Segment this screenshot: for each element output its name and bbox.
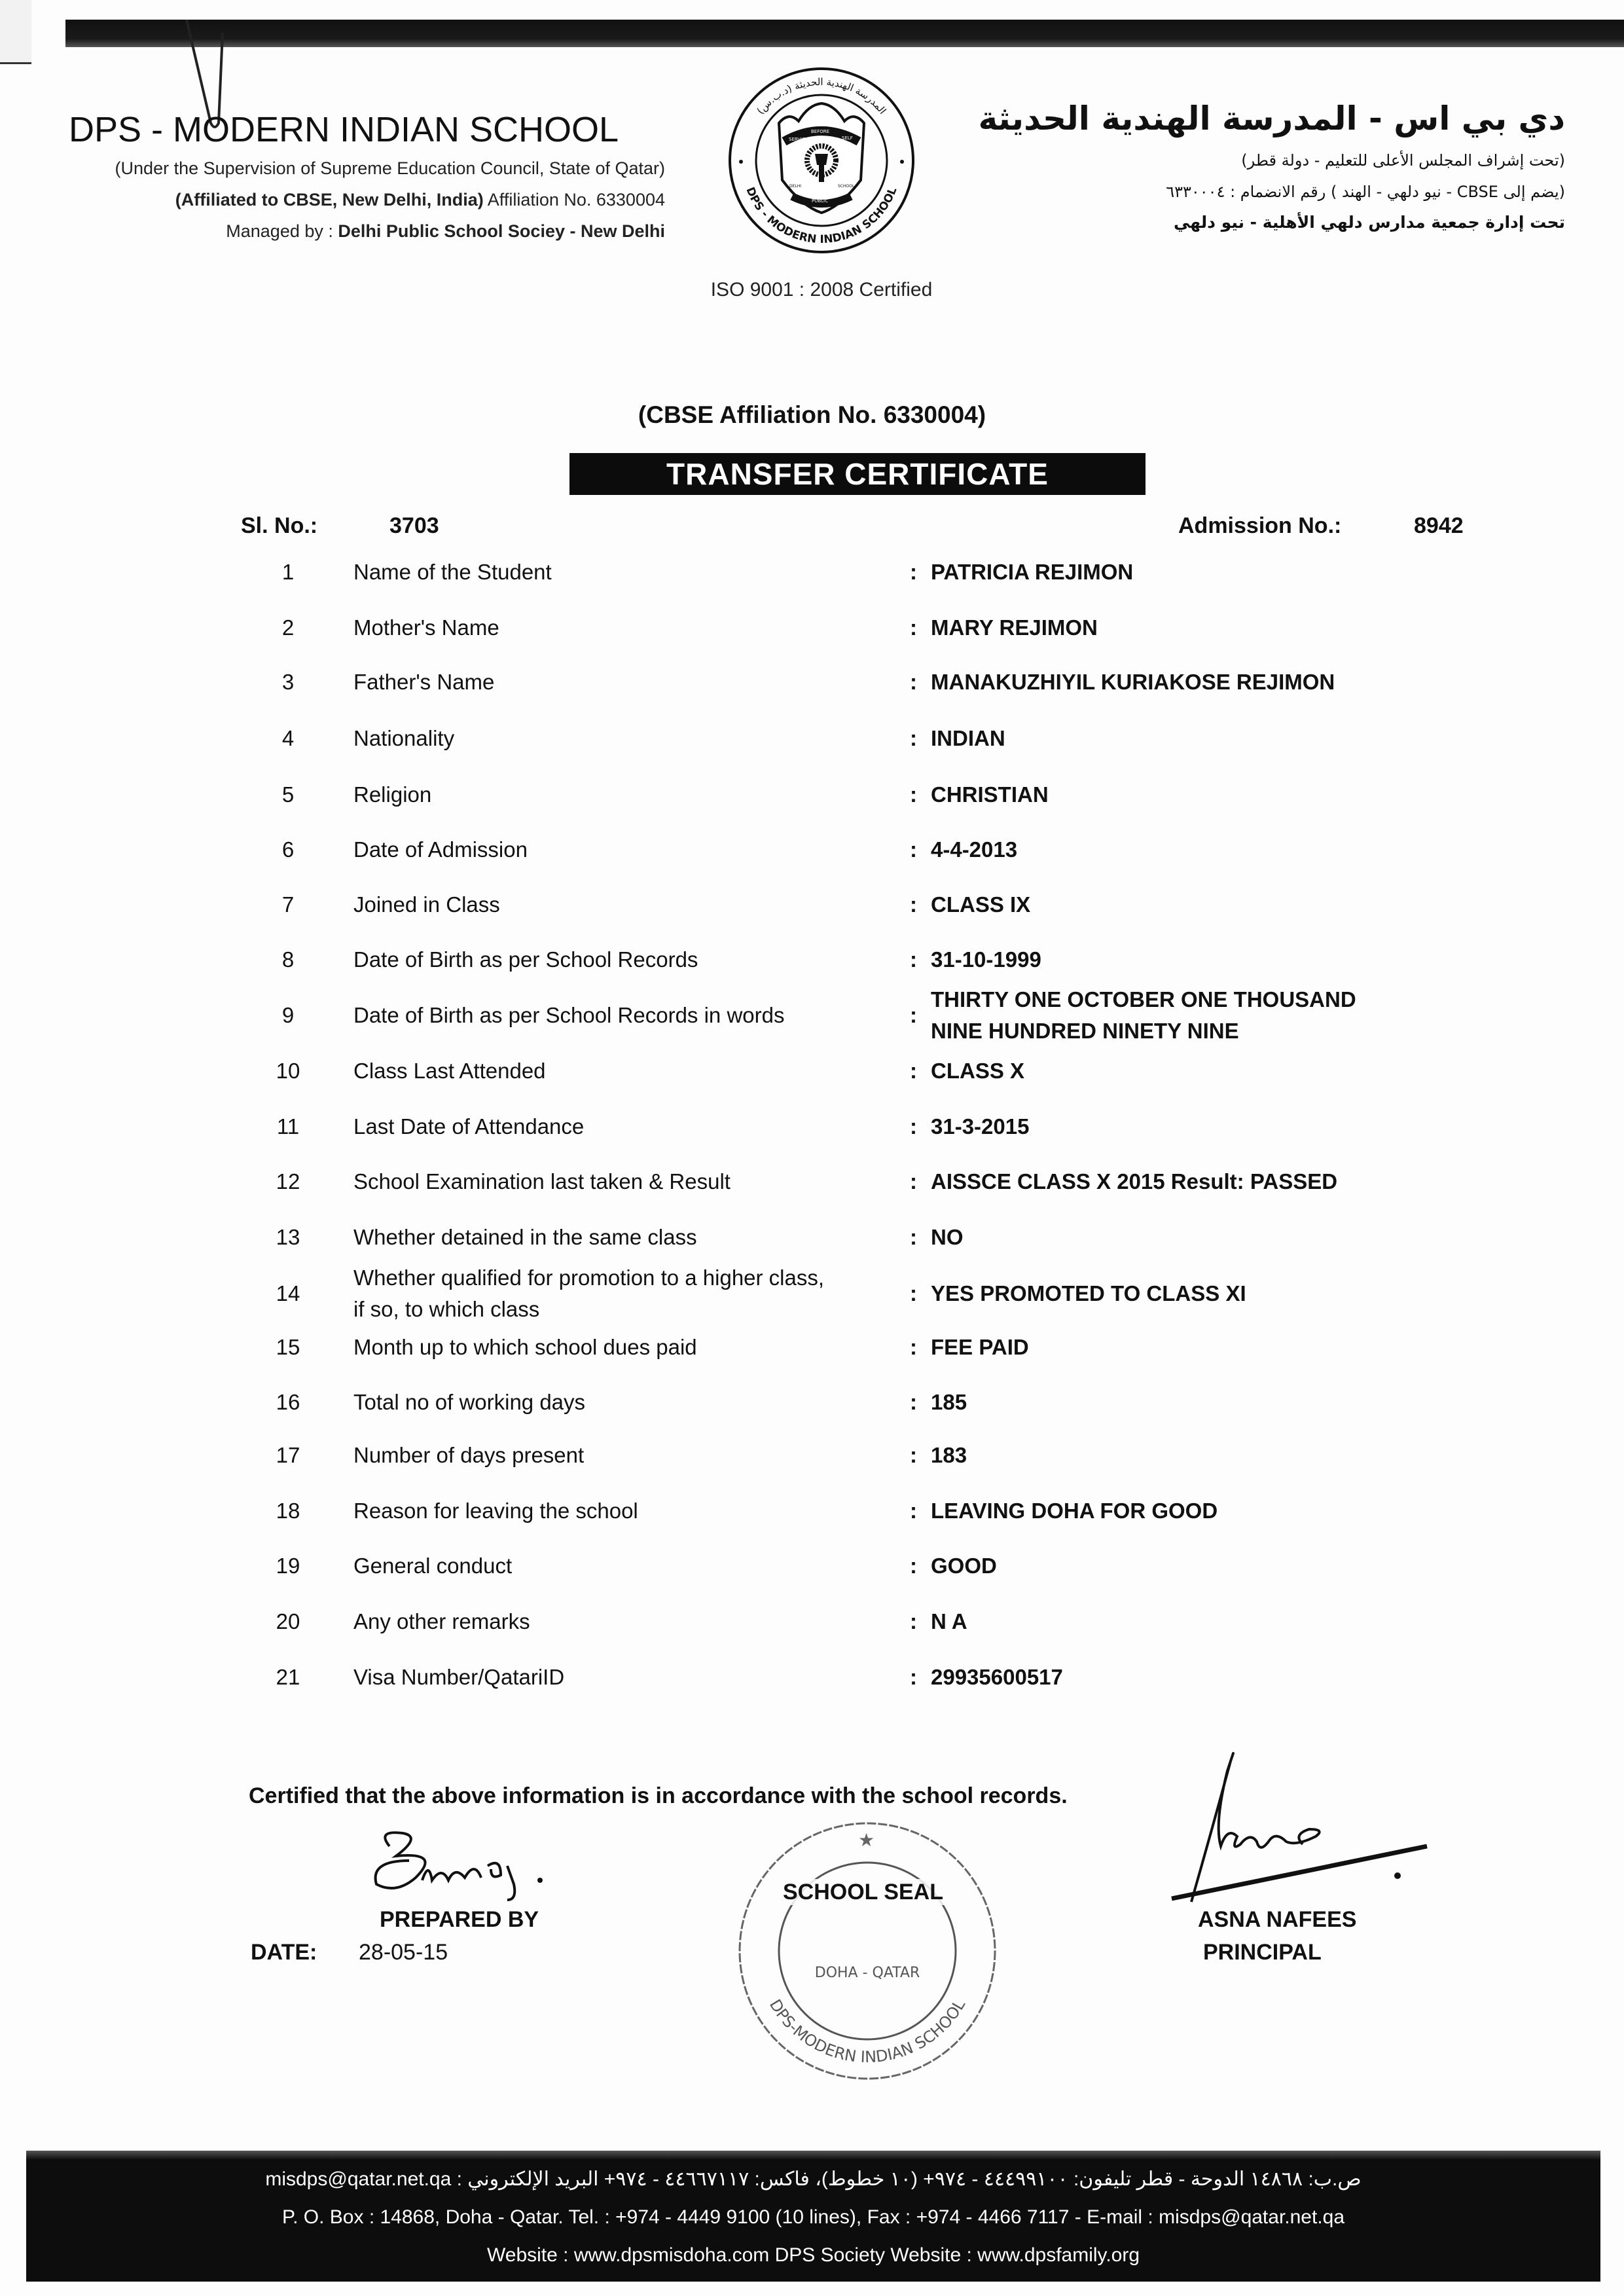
row-value: FEE PAID [931, 1335, 1029, 1359]
logo-motto-1: SERVICE [789, 137, 808, 142]
row-number: 19 [276, 1554, 300, 1578]
row-number: 2 [281, 615, 295, 640]
row-label: Date of Birth as per School Records [353, 947, 698, 972]
row-colon: : [910, 1665, 917, 1689]
scan-corner-fold [0, 0, 31, 64]
row-number: 14 [276, 1281, 300, 1305]
row-value: CLASS X [931, 1059, 1025, 1083]
field-row [0, 945, 1624, 985]
row-label-line-1: Whether qualified for promotion to a higher class, [353, 1266, 825, 1290]
row-label: Visa Number/QatariID [353, 1665, 565, 1689]
managed-by-english [226, 220, 665, 242]
affiliation-number: Affiliation No. 6330004 [483, 190, 665, 210]
row-number: 9 [281, 1003, 295, 1027]
row-label: Whether detained in the same class [353, 1225, 697, 1249]
managed-by-label: Managed by : [226, 221, 338, 241]
school-name-arabic: دي بي اس - المدرسة الهندية الحديثة [978, 100, 1565, 137]
serial-number-value: 3703 [389, 513, 439, 538]
iso-certification: ISO 9001 : 2008 Certified [710, 279, 933, 301]
row-label: Reason for leaving the school [353, 1499, 638, 1523]
field-row [0, 1223, 1624, 1262]
field-row [0, 613, 1624, 653]
row-colon: : [910, 892, 917, 917]
row-number: 3 [281, 670, 295, 694]
serial-number-label: Sl. No.: [241, 513, 318, 538]
school-name-english: DPS - MODERN INDIAN SCHOOL [69, 110, 619, 149]
field-row [0, 724, 1624, 763]
row-value: 31-10-1999 [931, 947, 1041, 972]
row-number: 13 [276, 1225, 300, 1249]
principal-title: PRINCIPAL [1203, 1940, 1322, 1965]
field-row [0, 1167, 1624, 1207]
row-colon: : [910, 947, 917, 972]
row-label: School Examination last taken & Result [353, 1169, 731, 1194]
row-label: Class Last Attended [353, 1059, 546, 1083]
row-value: 29935600517 [931, 1665, 1063, 1689]
logo-motto-2: BEFORE [811, 129, 830, 134]
row-label: Date of Birth as per School Records in words [353, 1003, 785, 1027]
field-row [0, 1057, 1624, 1096]
logo-motto-3: SELF [842, 136, 853, 141]
row-value: AISSCE CLASS X 2015 Result: PASSED [931, 1169, 1338, 1194]
field-row [0, 835, 1624, 875]
date-value: 28-05-15 [359, 1940, 448, 1965]
certification-statement: Certified that the above information is in accordance with the school records. [249, 1783, 1068, 1808]
logo-scroll-3: SCHOOL [838, 184, 855, 189]
row-colon: : [910, 560, 917, 584]
row-number: 5 [281, 782, 295, 807]
field-row [0, 1112, 1624, 1152]
row-colon: : [910, 1003, 917, 1027]
row-value: MARY REJIMON [931, 615, 1098, 640]
row-number: 21 [276, 1665, 300, 1689]
field-row [0, 890, 1624, 930]
row-label: Date of Admission [353, 837, 528, 862]
letterhead-top-bar [65, 20, 1624, 47]
seal-star-icon: ★ [858, 1829, 875, 1851]
row-colon: : [910, 1390, 917, 1414]
affiliation-arabic: (يضم إلى CBSE - نيو دلهي - الهند ) رقم الانضمام : ٦٣٣٠٠٠٤ [1166, 183, 1565, 201]
school-seal-label: SCHOOL SEAL [779, 1879, 947, 1905]
affiliated-bold: (Affiliated to CBSE, New Delhi, India) [175, 190, 484, 210]
logo-ring-arabic: المدرسة الهندية الحديثة (د.ب.س) [754, 75, 889, 117]
row-colon: : [910, 726, 917, 750]
logo-ring-english: DPS - MODERN INDIAN SCHOOL [743, 185, 900, 247]
row-colon: : [910, 615, 917, 640]
row-value: INDIAN [931, 726, 1005, 750]
field-row [0, 1497, 1624, 1536]
row-value: CHRISTIAN [931, 782, 1049, 807]
row-label: Nationality [353, 726, 455, 750]
field-row [0, 985, 1624, 1048]
row-number: 17 [276, 1443, 300, 1467]
supervision-arabic: (تحت إشراف المجلس الأعلى للتعليم - دولة قطر) [1241, 151, 1565, 170]
row-value: 4-4-2013 [931, 837, 1018, 862]
row-colon: : [910, 1335, 917, 1359]
row-value: 183 [931, 1443, 967, 1467]
row-number: 18 [276, 1499, 300, 1523]
school-seal-stamp [736, 1820, 998, 2082]
supervision-english: (Under the Supervision of Supreme Education Council, State of Qatar) [115, 158, 665, 178]
footer-edge [26, 2151, 1600, 2160]
field-row [0, 1441, 1624, 1480]
row-colon: : [910, 1281, 917, 1305]
row-label: Joined in Class [353, 892, 500, 917]
row-colon: : [910, 1059, 917, 1083]
row-label: Total no of working days [353, 1390, 586, 1414]
school-logo [727, 65, 916, 255]
row-colon: : [910, 837, 917, 862]
footer-arabic-contact: ص.ب: ١٤٨٦٨ الدوحة - قطر تليفون: ٤٤٤٩٩١٠٠ - ٩٧٤+ (١٠ خطوط)، فاكس: ٤٤٦٦٧١١٧ - ٩٧٤+ البريد الإلكتروني : misdps@qatar.net.qa [265, 2168, 1362, 2190]
cbse-affiliation: (CBSE Affiliation No. 6330004) [638, 401, 986, 428]
row-value: MANAKUZHIYIL KURIAKOSE REJIMON [931, 670, 1335, 694]
row-value: PATRICIA REJIMON [931, 560, 1134, 584]
row-value: NO [931, 1225, 964, 1249]
row-label: Last Date of Attendance [353, 1114, 585, 1139]
field-row [0, 1663, 1624, 1702]
affiliation-english [175, 189, 665, 211]
row-value: YES PROMOTED TO CLASS XI [931, 1281, 1246, 1305]
row-number: 16 [276, 1390, 300, 1414]
principal-name: ASNA NAFEES [1198, 1907, 1357, 1932]
letterhead-footer [26, 2151, 1600, 2282]
row-number: 10 [276, 1059, 300, 1083]
row-label: Father's Name [353, 670, 495, 694]
field-row [0, 668, 1624, 707]
row-value: 31-3-2015 [931, 1114, 1030, 1139]
row-label-line-2: if so, to which class [353, 1297, 540, 1321]
row-number: 15 [276, 1335, 300, 1359]
seal-center-text: DOHA - QATAR [814, 1965, 920, 1981]
row-colon: : [910, 782, 917, 807]
managed-by-value: Delhi Public School Sociey - New Delhi [338, 221, 665, 241]
row-number: 7 [281, 892, 295, 917]
logo-scroll-1: DELHI [789, 184, 802, 189]
row-label: Mother's Name [353, 615, 499, 640]
row-value: GOOD [931, 1554, 997, 1578]
field-row [0, 1552, 1624, 1591]
row-colon: : [910, 1169, 917, 1194]
row-value: N A [931, 1609, 967, 1633]
row-label: Number of days present [353, 1443, 585, 1467]
principal-signature [1165, 1741, 1440, 1905]
row-value: CLASS IX [931, 892, 1031, 917]
row-colon: : [910, 1225, 917, 1249]
row-value: 185 [931, 1390, 967, 1414]
row-number: 1 [281, 560, 295, 584]
field-row [0, 558, 1624, 597]
row-label: General conduct [353, 1554, 513, 1578]
row-colon: : [910, 1554, 917, 1578]
footer-address: P. O. Box : 14868, Doha - Qatar. Tel. : +974 - 4449 9100 (10 lines), Fax : +974 - 4466 7117 - E-mail : misdps@qatar.net.qa [281, 2206, 1345, 2228]
row-number: 20 [276, 1609, 300, 1633]
preparer-signature [350, 1827, 586, 1905]
row-number: 8 [281, 947, 295, 972]
row-label: Religion [353, 782, 432, 807]
row-colon: : [910, 1609, 917, 1633]
admission-number-label: Admission No.: [1178, 513, 1342, 538]
row-label: Name of the Student [353, 560, 552, 584]
date-label: DATE: [251, 1940, 317, 1965]
row-number: 4 [281, 726, 295, 750]
managed-by-arabic: تحت إدارة جمعية مدارس دلهي الأهلية - نيو دلهي [1173, 213, 1565, 232]
row-label: Any other remarks [353, 1609, 530, 1633]
row-number: 11 [276, 1114, 300, 1139]
row-colon: : [910, 1499, 917, 1523]
row-number: 12 [276, 1169, 300, 1194]
admission-number-value: 8942 [1414, 513, 1464, 538]
row-label: Month up to which school dues paid [353, 1335, 697, 1359]
seal-ring-text: DPS-MODERN INDIAN SCHOOL [765, 1996, 969, 2067]
row-value-line-1: THIRTY ONE OCTOBER ONE THOUSAND [931, 987, 1356, 1011]
row-colon: : [910, 670, 917, 694]
row-colon: : [910, 1443, 917, 1467]
footer-websites: Website : www.dpsmisdoha.com DPS Society Website : www.dpsfamily.org [486, 2244, 1140, 2266]
prepared-by-label: PREPARED BY [380, 1907, 539, 1932]
row-value-line-2: NINE HUNDRED NINETY NINE [931, 1019, 1239, 1043]
field-row [0, 1264, 1624, 1325]
certificate-title-banner: TRANSFER CERTIFICATE [569, 453, 1146, 495]
row-colon: : [910, 1114, 917, 1139]
field-row [0, 1388, 1624, 1427]
row-value: LEAVING DOHA FOR GOOD [931, 1499, 1218, 1523]
logo-scroll-2: PUBLIC [812, 198, 828, 204]
field-row [0, 1333, 1624, 1372]
field-row [0, 780, 1624, 820]
field-row [0, 1607, 1624, 1647]
row-number: 6 [281, 837, 295, 862]
